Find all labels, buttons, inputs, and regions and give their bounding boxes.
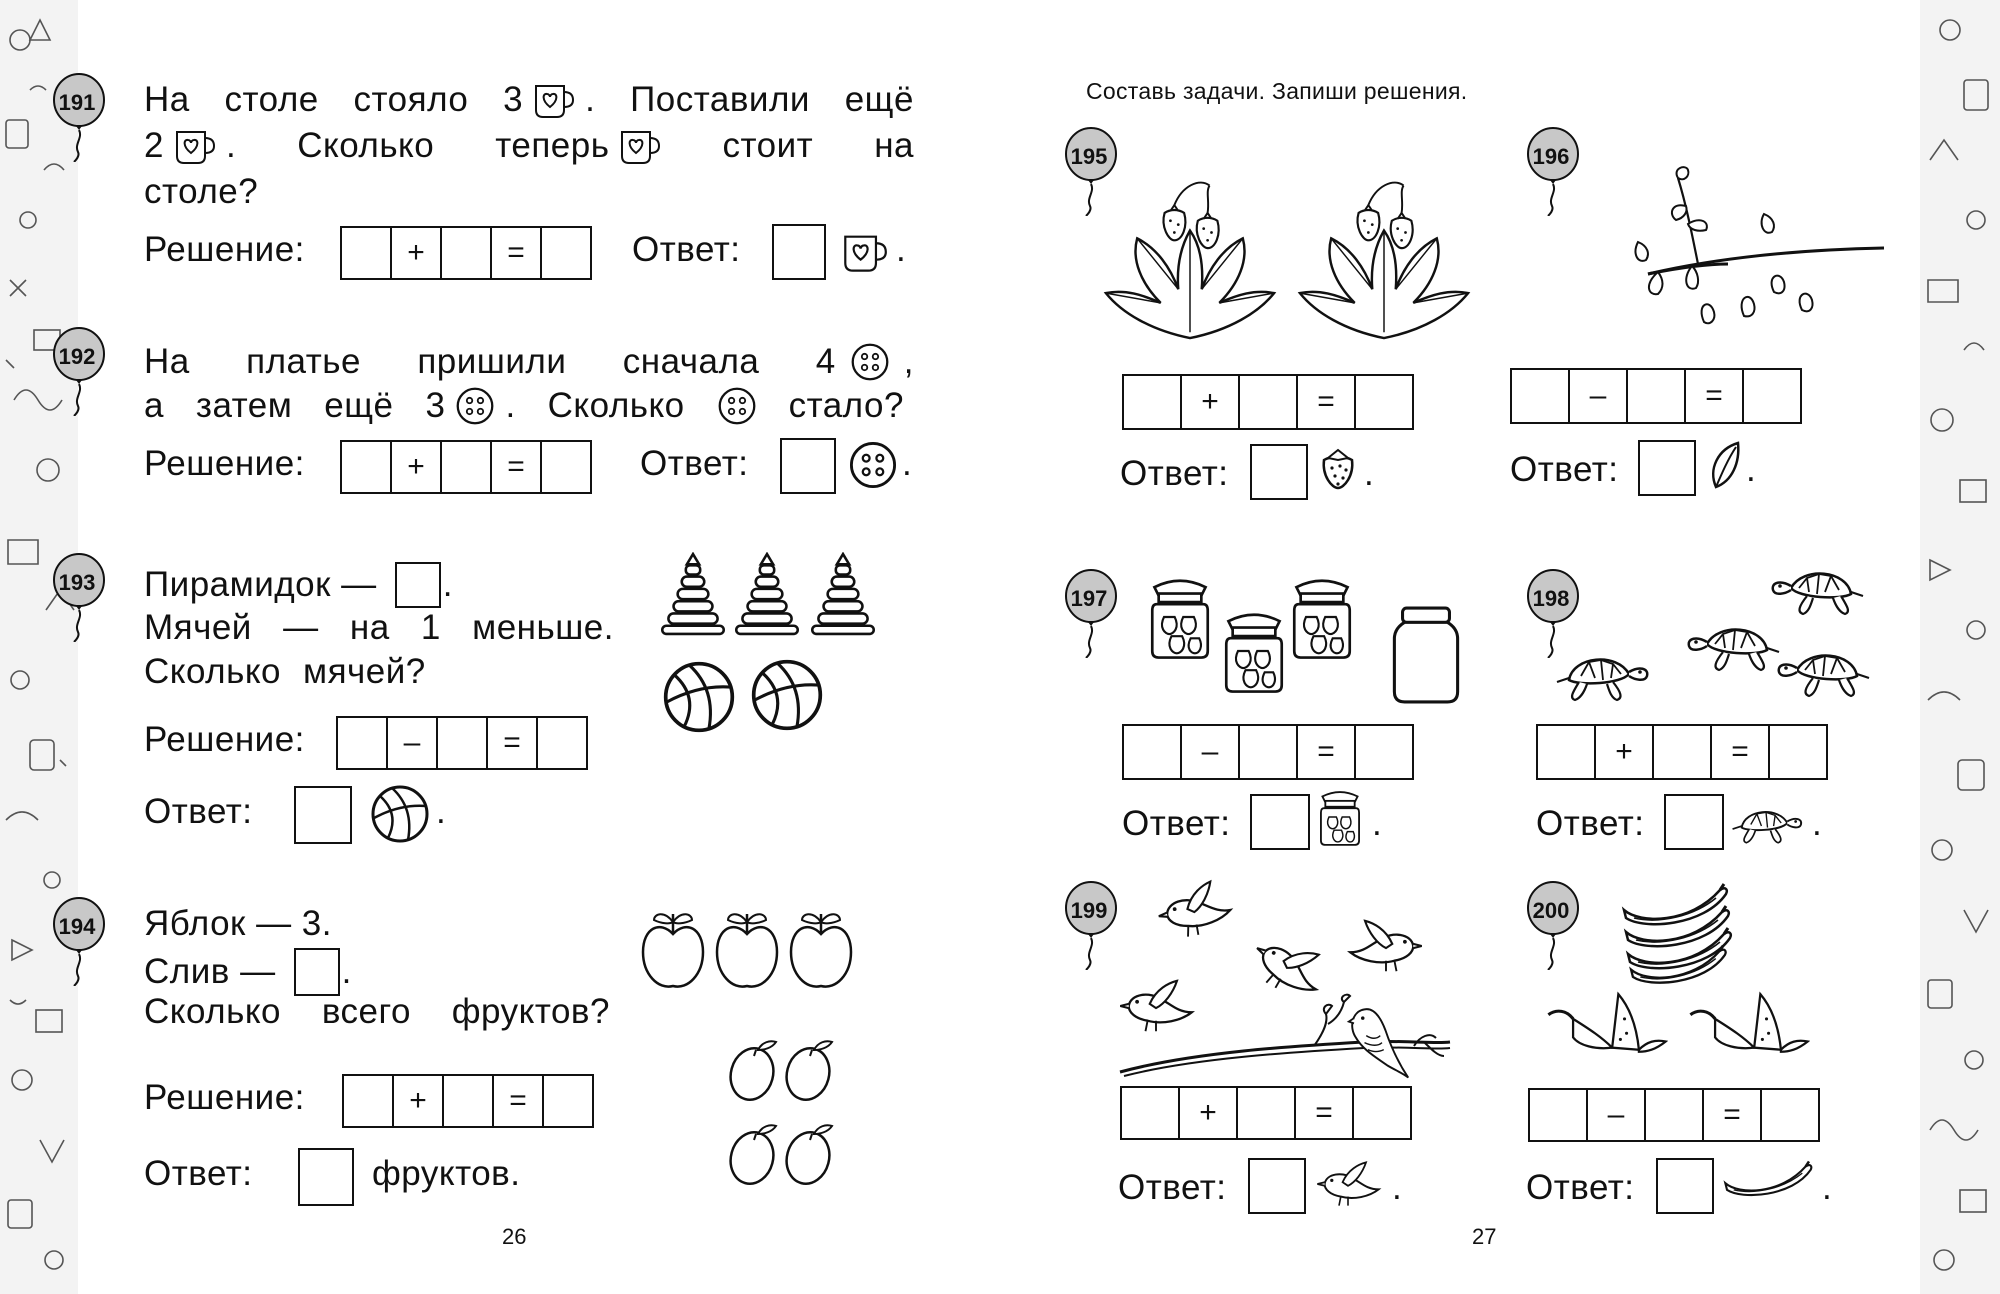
- answer-box[interactable]: [780, 438, 836, 494]
- equation-cell[interactable]: [1654, 726, 1712, 778]
- equation-cell[interactable]: [1770, 726, 1826, 778]
- jam-jar-icon: [1290, 572, 1354, 662]
- word: платье: [246, 342, 361, 381]
- word: Слив —: [144, 952, 276, 991]
- plum-icon: [728, 1036, 780, 1102]
- solution-label: Решение:: [144, 444, 305, 483]
- task-badge-196: [1526, 126, 1582, 216]
- word: всего: [321, 992, 411, 1031]
- word: Сколько: [547, 386, 685, 425]
- word: Мячей: [144, 608, 252, 647]
- cup-icon: [174, 126, 216, 166]
- period: .: [1822, 1168, 1833, 1207]
- balloon-icon: [1064, 880, 1120, 970]
- equation-cell[interactable]: [342, 442, 392, 492]
- bird-icon: [1344, 914, 1428, 978]
- word: На: [144, 342, 190, 381]
- word: На: [144, 80, 190, 119]
- task-number: 194: [58, 914, 96, 939]
- equation-operator: +: [394, 1076, 444, 1126]
- equation-operator: +: [1180, 1088, 1238, 1138]
- word: —: [283, 608, 319, 647]
- period: .: [902, 444, 913, 483]
- task-193-text-line3: [144, 652, 426, 692]
- word: затем: [195, 386, 293, 425]
- equation-operator: –: [1570, 370, 1628, 422]
- equation-cell[interactable]: [442, 442, 492, 492]
- task-number: 195: [1070, 144, 1108, 169]
- solution-label: Решение:: [144, 230, 305, 269]
- ball-icon: [662, 660, 736, 734]
- equation-cell[interactable]: [1538, 726, 1596, 778]
- left-margin-doodles: [0, 0, 78, 1294]
- task-badge-197: [1064, 568, 1120, 658]
- doodle-pattern-icon: [1920, 0, 2000, 1294]
- equation-operator: =: [1298, 726, 1356, 778]
- word: Сколько: [144, 992, 282, 1031]
- leaf-icon: [1708, 438, 1742, 492]
- balloon-icon: [1526, 126, 1582, 216]
- answer-box[interactable]: [772, 224, 826, 280]
- strawberry-icon: [1318, 446, 1358, 490]
- answer-label: Ответ:: [1526, 1168, 1635, 1207]
- plum-icon: [784, 1036, 836, 1102]
- equation-operator: –: [1182, 726, 1240, 778]
- task-badge-200: [1526, 880, 1582, 970]
- equation-operator: =: [1298, 376, 1356, 428]
- word: ещё: [324, 386, 394, 425]
- equation-cell[interactable]: [444, 1076, 494, 1126]
- period: .: [1746, 450, 1757, 489]
- word: 3: [425, 386, 446, 425]
- equation-boxes[interactable]: [1122, 374, 1414, 430]
- word: Сколько: [144, 652, 282, 691]
- ball-icon: [750, 658, 824, 732]
- task-194-text-line3: [144, 992, 610, 1032]
- answer-box[interactable]: [1656, 1158, 1714, 1214]
- banana-icon: [1722, 1156, 1814, 1202]
- banana-peel-icon: [1544, 988, 1668, 1060]
- plum-icon: [784, 1120, 836, 1186]
- banana-bunch-icon: [1620, 880, 1736, 990]
- equation-operator: =: [1296, 1088, 1354, 1138]
- apple-icon: [788, 908, 854, 992]
- cup-icon: [842, 230, 888, 274]
- cup-icon: [619, 126, 661, 166]
- equation-cell[interactable]: [538, 718, 586, 768]
- equation-operator: +: [392, 442, 442, 492]
- equation-cell[interactable]: [1744, 370, 1800, 422]
- answer-label: Ответ:: [640, 444, 749, 483]
- equation-cell[interactable]: [1240, 726, 1298, 778]
- word: мячей?: [303, 652, 426, 691]
- turtle-icon: [1764, 558, 1874, 618]
- task-191-text-line1: На столе стояло 3 . Поставили ещё: [144, 80, 914, 119]
- doodle-pattern-icon: [0, 0, 78, 1294]
- equation-cell[interactable]: [442, 228, 492, 278]
- equation-boxes[interactable]: [336, 716, 588, 770]
- equation-operator: –: [1588, 1090, 1646, 1140]
- strawberry-bush-icon: [1092, 166, 1288, 342]
- answer-label: Ответ:: [1510, 450, 1619, 489]
- task-number: 200: [1532, 898, 1570, 923]
- button-icon: [850, 342, 890, 382]
- right-margin-doodles: [1920, 0, 2000, 1294]
- word: 2: [144, 126, 164, 165]
- answer-label: Ответ:: [1120, 454, 1229, 493]
- word: на: [349, 608, 390, 647]
- task-192-text-line1: На платье пришили сначала 4 ,: [144, 342, 914, 381]
- word: 1: [420, 608, 441, 647]
- word: 4: [815, 342, 836, 381]
- answer-label: Ответ:: [144, 792, 253, 831]
- equation-operator: +: [1596, 726, 1654, 778]
- word: теперь: [495, 126, 610, 165]
- answer-label: Ответ:: [1122, 804, 1231, 843]
- turtle-icon: [1770, 640, 1880, 700]
- equation-boxes[interactable]: [342, 1074, 594, 1128]
- balloon-icon: [1064, 568, 1120, 658]
- equation-boxes[interactable]: [1528, 1088, 1820, 1142]
- button-icon: [717, 386, 757, 426]
- task-badge-193: [52, 552, 108, 642]
- plum-icon: [728, 1120, 780, 1186]
- equation-boxes[interactable]: [1510, 368, 1802, 424]
- task-192-text-line2: а затем ещё 3 . Сколько стало?: [144, 386, 904, 425]
- word: пришили: [417, 342, 567, 381]
- equation-operator: =: [1686, 370, 1744, 422]
- equation-operator: –: [388, 718, 438, 768]
- equation-cell[interactable]: [544, 1076, 592, 1126]
- equation-operator: +: [1182, 376, 1240, 428]
- equation-cell[interactable]: [1356, 376, 1412, 428]
- answer-box[interactable]: [294, 786, 352, 844]
- apple-icon: [640, 908, 706, 992]
- period: .: [1812, 804, 1823, 843]
- equation-cell[interactable]: [1238, 1088, 1296, 1138]
- answer-box[interactable]: [1664, 794, 1724, 850]
- equation-cell[interactable]: [342, 228, 392, 278]
- equation-cell[interactable]: [542, 442, 590, 492]
- task-badge-192: [52, 326, 108, 416]
- equation-operator: =: [1712, 726, 1770, 778]
- task-number: 198: [1532, 586, 1570, 611]
- word: Пирамидок —: [144, 565, 377, 604]
- equation-cell[interactable]: [344, 1076, 394, 1126]
- solution-label: Решение:: [144, 720, 305, 759]
- word: стоит: [722, 126, 814, 165]
- period: .: [1392, 1168, 1403, 1207]
- word: Сколько: [297, 126, 435, 165]
- task-number: 192: [58, 344, 96, 369]
- bird-icon: [1246, 934, 1330, 998]
- equation-boxes[interactable]: [1120, 1086, 1412, 1140]
- equation-cell[interactable]: [1124, 376, 1182, 428]
- answer-label: Ответ:: [632, 230, 741, 269]
- equation-boxes[interactable]: [340, 440, 592, 494]
- equation-cell[interactable]: [1122, 1088, 1180, 1138]
- answer-unit: фруктов.: [372, 1154, 521, 1193]
- task-191-text-line2: 2 . Сколько теперь стоит на: [144, 126, 914, 165]
- answer-label: Ответ:: [144, 1154, 253, 1193]
- equation-cell[interactable]: [1646, 1090, 1704, 1140]
- equation-cell[interactable]: [1762, 1090, 1818, 1140]
- equation-operator: =: [1704, 1090, 1762, 1140]
- page-number: 26: [502, 1224, 527, 1249]
- turtle-icon: [1546, 644, 1656, 704]
- page-number: 27: [1472, 1224, 1497, 1249]
- equation-operator: =: [492, 442, 542, 492]
- word: Поставили: [630, 80, 810, 119]
- period: .: [896, 230, 907, 269]
- task-193-text-line2: [144, 608, 614, 648]
- banana-peel-icon: [1686, 988, 1810, 1060]
- task-number: 193: [58, 570, 96, 595]
- budgie-icon: [1340, 1000, 1410, 1080]
- pyramid-toy-icon: [734, 552, 800, 636]
- answer-label: Ответ:: [1536, 804, 1645, 843]
- word: столе: [224, 80, 319, 119]
- equation-cell[interactable]: [1530, 1090, 1588, 1140]
- task-193-text-line1: Пирамидок — .: [144, 562, 453, 608]
- strawberry-bush-icon: [1286, 166, 1482, 342]
- word: ещё: [844, 80, 914, 119]
- task-191-text-line3: столе?: [144, 172, 259, 211]
- word: сначала: [622, 342, 760, 381]
- equation-cell[interactable]: [1240, 376, 1298, 428]
- word: меньше.: [472, 608, 614, 647]
- pyramid-toy-icon: [810, 552, 876, 636]
- bird-icon: [1152, 878, 1236, 942]
- word: фруктов?: [451, 992, 610, 1031]
- equation-cell[interactable]: [1628, 370, 1686, 422]
- task-194-text-line1: Яблок — 3.: [144, 904, 332, 943]
- equation-cell[interactable]: [1124, 726, 1182, 778]
- equation-operator: +: [392, 228, 442, 278]
- pyramid-toy-icon: [660, 552, 726, 636]
- task-badge-194: [52, 896, 108, 986]
- word: а: [144, 386, 164, 425]
- equation-cell[interactable]: [542, 228, 590, 278]
- equation-cell[interactable]: [1356, 726, 1412, 778]
- equation-boxes[interactable]: [340, 226, 592, 280]
- branch-with-leaves-icon: [1588, 164, 1888, 354]
- bird-icon: [1312, 1156, 1384, 1212]
- equation-operator: =: [488, 718, 538, 768]
- equation-cell[interactable]: [438, 718, 488, 768]
- button-icon: [848, 440, 898, 490]
- instruction: Составь задачи. Запиши решения.: [1086, 78, 1468, 104]
- answer-box[interactable]: [298, 1148, 354, 1206]
- answer-label: Ответ:: [1118, 1168, 1227, 1207]
- equation-boxes[interactable]: [1122, 724, 1414, 780]
- apple-icon: [714, 908, 780, 992]
- equation-operator: =: [494, 1076, 544, 1126]
- period: .: [1372, 804, 1383, 843]
- button-icon: [455, 386, 495, 426]
- empty-jar-icon: [1390, 604, 1462, 706]
- answer-box[interactable]: [1250, 444, 1308, 500]
- jam-jar-icon: [1318, 786, 1362, 848]
- answer-box[interactable]: [1638, 440, 1696, 496]
- answer-box[interactable]: [395, 562, 441, 608]
- task-number: 197: [1070, 586, 1108, 611]
- turtle-icon: [1728, 800, 1804, 846]
- task-number: 196: [1532, 144, 1570, 169]
- balloon-icon: [52, 896, 108, 986]
- task-badge-199: [1064, 880, 1120, 970]
- equation-cell[interactable]: [1354, 1088, 1410, 1138]
- task-number: 191: [58, 90, 96, 115]
- balloon-icon: [1526, 880, 1582, 970]
- period: .: [1364, 454, 1375, 493]
- balloon-icon: [52, 552, 108, 642]
- equation-cell[interactable]: [338, 718, 388, 768]
- answer-box[interactable]: [1248, 1158, 1306, 1214]
- task-number: 199: [1070, 898, 1108, 923]
- jam-jar-icon: [1148, 572, 1212, 662]
- word: стояло: [353, 80, 469, 119]
- cup-icon: [533, 80, 575, 120]
- task-194-text-line2: Слив — .: [144, 948, 352, 996]
- answer-box[interactable]: [1250, 794, 1310, 850]
- answer-box[interactable]: [294, 948, 340, 996]
- word: стало?: [788, 386, 904, 425]
- ball-icon: [370, 784, 430, 844]
- word: 3: [503, 80, 524, 119]
- jam-jar-icon: [1222, 606, 1286, 696]
- word: на: [874, 126, 914, 165]
- balloon-icon: [52, 326, 108, 416]
- solution-label: Решение:: [144, 1078, 305, 1117]
- equation-operator: =: [492, 228, 542, 278]
- balloon-icon: [52, 72, 108, 162]
- equation-boxes[interactable]: [1536, 724, 1828, 780]
- equation-cell[interactable]: [1512, 370, 1570, 422]
- period: .: [436, 792, 447, 831]
- task-badge-191: [52, 72, 108, 162]
